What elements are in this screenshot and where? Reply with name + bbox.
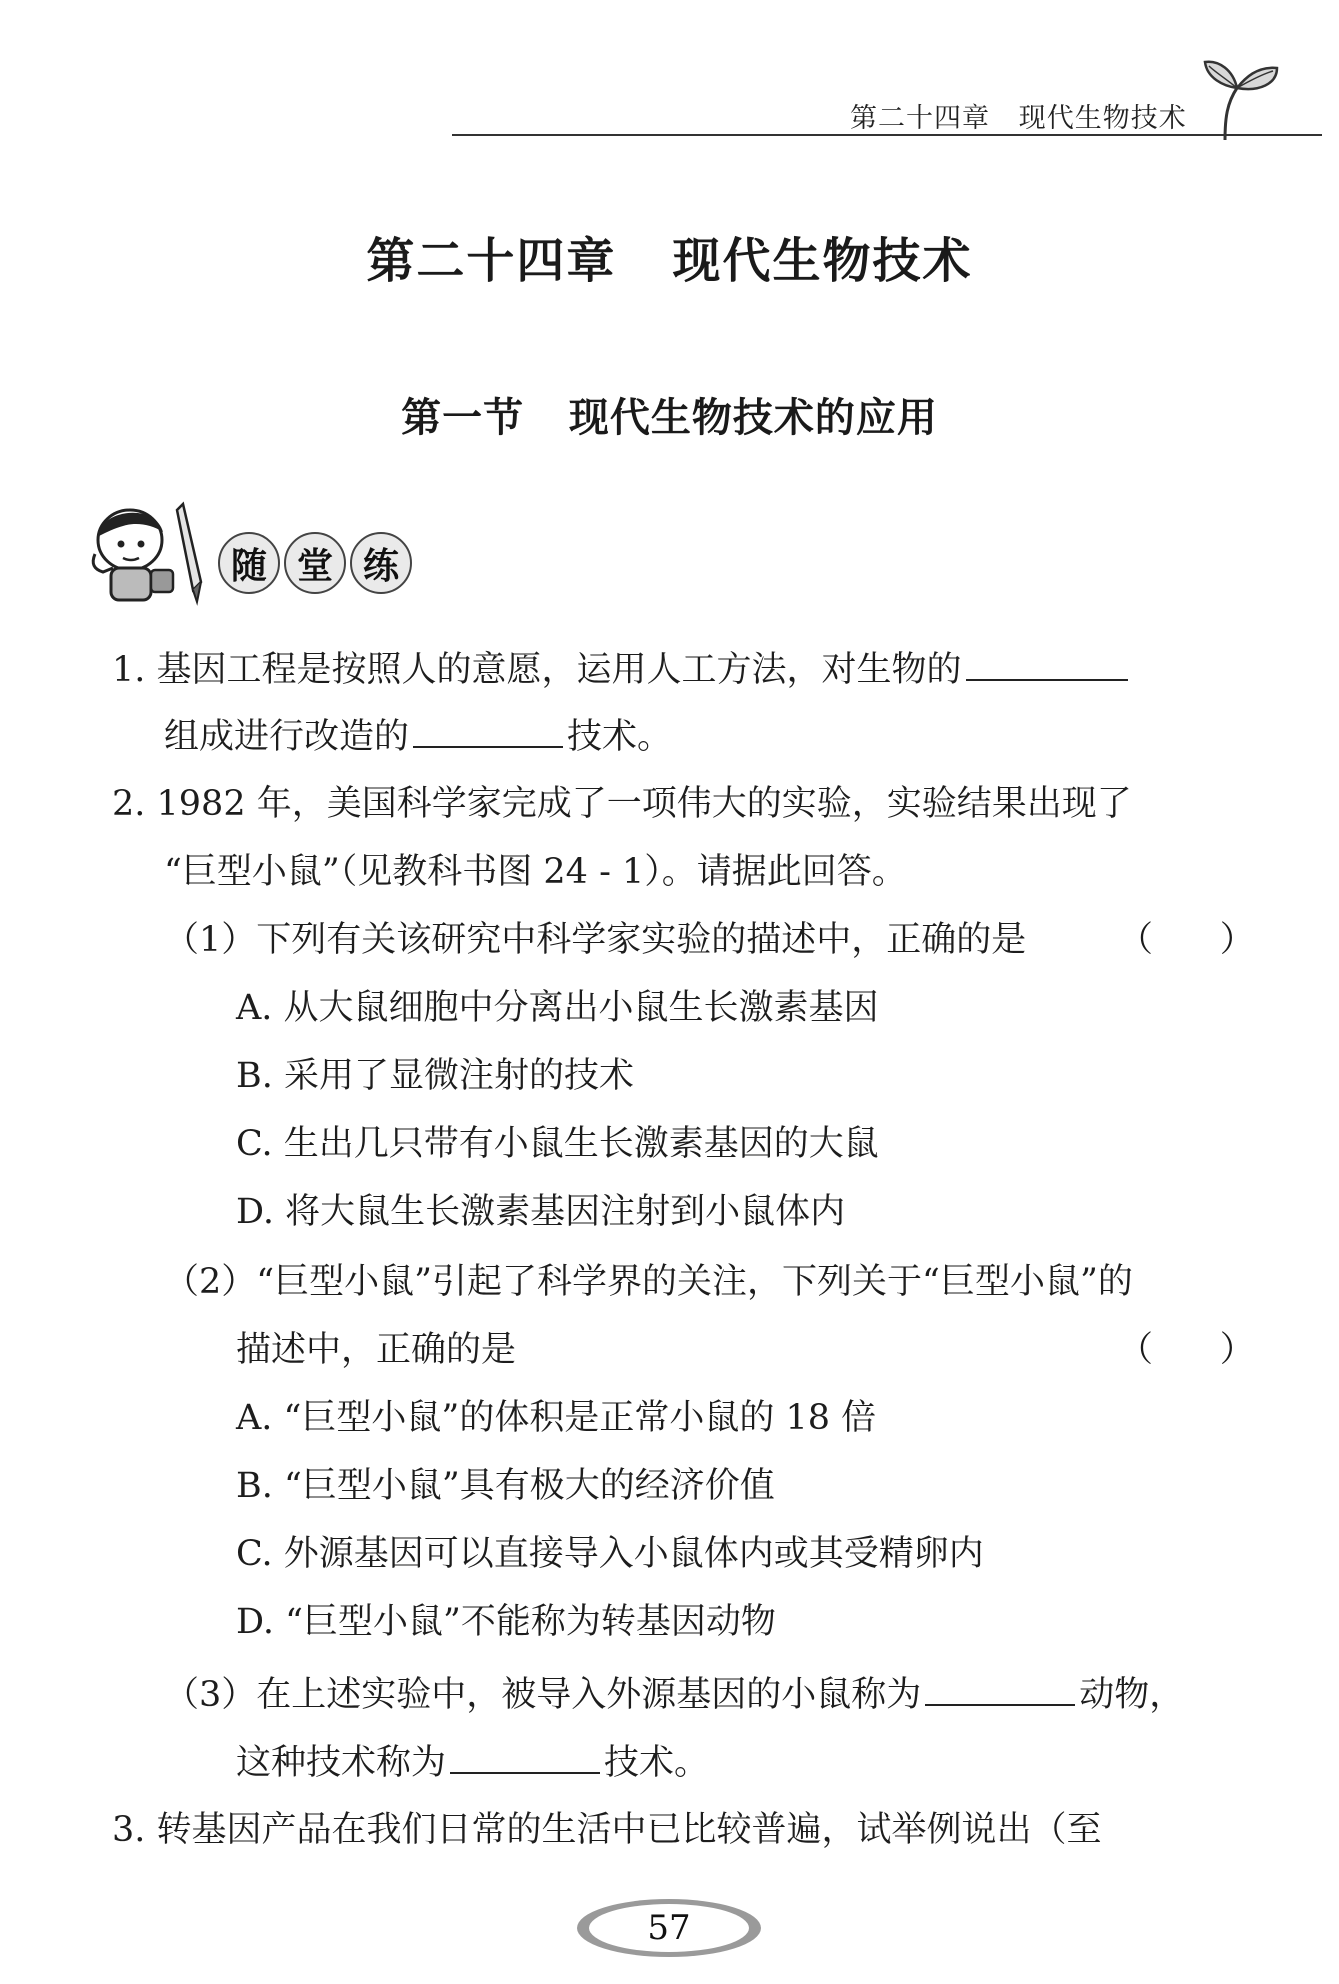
q1-text: 组成进行改造的 xyxy=(164,717,410,757)
student-mascot-icon xyxy=(85,498,215,608)
q2-line2: “巨型小鼠”（见教科书图 24 - 1）。请据此回答。 xyxy=(164,852,907,892)
q2-sub2-stem: （2）“巨型小鼠”引起了科学界的关注，下列关于“巨型小鼠”的 xyxy=(164,1262,1133,1302)
q1-line2 xyxy=(164,712,672,759)
section-title: 第一节 现代生物技术的应用 xyxy=(401,395,938,441)
answer-paren[interactable]: （ ） xyxy=(1118,1330,1255,1370)
answer-paren[interactable]: （ ） xyxy=(1118,920,1255,960)
q2-sub3-text: 动物， xyxy=(1079,1675,1185,1715)
option-a: A. “巨型小鼠”的体积是正常小鼠的 18 倍 xyxy=(236,1398,877,1438)
chapter-title: 第二十四章 现代生物技术 xyxy=(366,233,973,289)
answer-blank[interactable] xyxy=(966,645,1128,681)
q2-sub3-line2 xyxy=(236,1738,709,1785)
q2-sub3-text: 这种技术称为 xyxy=(236,1743,447,1783)
banner-char: 练 xyxy=(350,532,412,594)
option-d: D. 将大鼠生长激素基因注射到小鼠体内 xyxy=(236,1192,846,1232)
answer-blank[interactable] xyxy=(450,1738,600,1774)
q3-line1: 3. 转基因产品在我们日常的生活中已比较普遍，试举例说出（至 xyxy=(112,1810,1102,1850)
option-b: B. “巨型小鼠”具有极大的经济价值 xyxy=(236,1466,775,1506)
answer-blank[interactable] xyxy=(925,1670,1075,1706)
q2-line1: 2. 1982 年，美国科学家完成了一项伟大的实验，实验结果出现了 xyxy=(112,784,1132,824)
practice-banner xyxy=(218,532,412,594)
option-d: D. “巨型小鼠”不能称为转基因动物 xyxy=(236,1602,776,1642)
q2-sub3-text: 技术。 xyxy=(604,1743,710,1783)
q2-sub2-stem: 描述中，正确的是 xyxy=(236,1330,517,1370)
banner-char: 堂 xyxy=(284,532,346,594)
q2-sub3-line1 xyxy=(164,1670,1184,1717)
option-a: A. 从大鼠细胞中分离出小鼠生长激素基因 xyxy=(236,988,879,1028)
banner-char: 随 xyxy=(218,532,280,594)
q2-sub1-stem: （1）下列有关该研究中科学家实验的描述中，正确的是 xyxy=(164,920,1027,960)
page-number: 57 xyxy=(647,1908,691,1948)
option-b: B. 采用了显微注射的技术 xyxy=(236,1056,634,1096)
q1-line1 xyxy=(112,645,1132,692)
sprout-icon xyxy=(1185,48,1285,143)
q1-text: 技术。 xyxy=(567,717,673,757)
q1-text: 1. 基因工程是按照人的意愿，运用人工方法，对生物的 xyxy=(112,650,962,690)
running-header-title: 第二十四章 现代生物技术 xyxy=(850,103,1187,134)
option-c: C. 外源基因可以直接导入小鼠体内或其受精卵内 xyxy=(236,1534,984,1574)
q2-sub3-text: （3）在上述实验中，被导入外源基因的小鼠称为 xyxy=(164,1675,922,1715)
option-c: C. 生出几只带有小鼠生长激素基因的大鼠 xyxy=(236,1124,879,1164)
answer-blank[interactable] xyxy=(413,712,563,748)
